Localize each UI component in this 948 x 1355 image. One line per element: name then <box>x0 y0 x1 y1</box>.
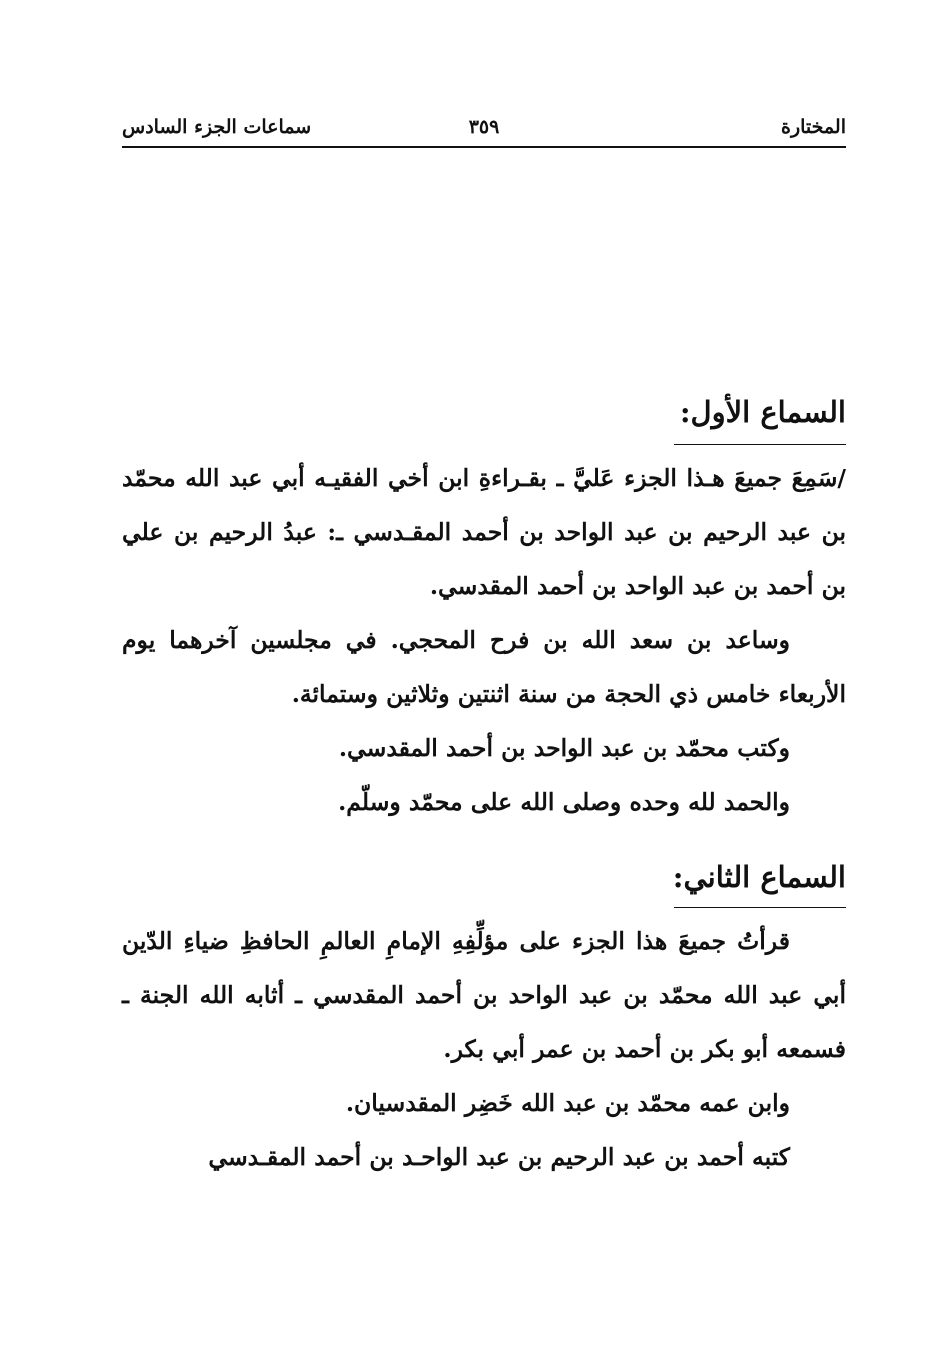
paragraph: وابن عمه محمّد بن عبد الله خَضِر المقدسيان. <box>345 1089 790 1117</box>
paragraph: وكتب محمّد بن عبد الواحد بن أحمد المقدسي. <box>338 734 790 762</box>
page-content <box>122 390 846 1184</box>
paragraph: كتبه أحمد بن عبد الرحيم بن عبد الواحـد بن أحمد المقـدسي <box>208 1143 790 1171</box>
paragraph: وساعد بن سعد الله بن فرح المحجي. في مجلسين آخرهما يوم الأربعاء خامس ذي الحجة من سنة اثنتين وثلاثين وستمائة. <box>122 626 846 708</box>
section-first-hearing <box>122 390 846 829</box>
heading-underline <box>674 444 846 445</box>
header-divider <box>122 146 846 148</box>
paragraph: قرأتُ جميعَ هذا الجزء على مؤلِّفِهِ الإمامِ العالمِ الحافظِ ضياءِ الدّين أبي عبد الله محمّد بن عبد الواحد بن أحمد المقدسي ـ أثابه الله الجنة ـ فسمعه أبو بكر بن أحمد بن عمر أبي بكر. <box>122 927 846 1063</box>
book-title: المختارة <box>781 116 846 138</box>
heading-underline <box>674 907 846 908</box>
section-heading: السماع الثاني: <box>672 860 846 894</box>
section-second-hearing <box>122 855 846 1184</box>
chapter-title: سماعات الجزء السادس <box>122 116 312 138</box>
paragraph: /سَمِعَ جميعَ هـذا الجزء عَليَّ ـ بقـراءةِ ابن أخي الفقيـه أبي عبد الله محمّد بن عبد الرحيم بن عبد الواحد بن أحمد المقـدسي ـ: عبدُ الرحيم بن علي بن أحمد بن عبد الواحد بن أحمد المقدسي. <box>122 464 846 600</box>
running-header <box>122 112 846 144</box>
page-number: ٣٥٩ <box>468 116 500 138</box>
section-heading: السماع الأول: <box>679 395 846 429</box>
paragraph: والحمد لله وحده وصلى الله على محمّد وسلّم. <box>338 788 790 816</box>
